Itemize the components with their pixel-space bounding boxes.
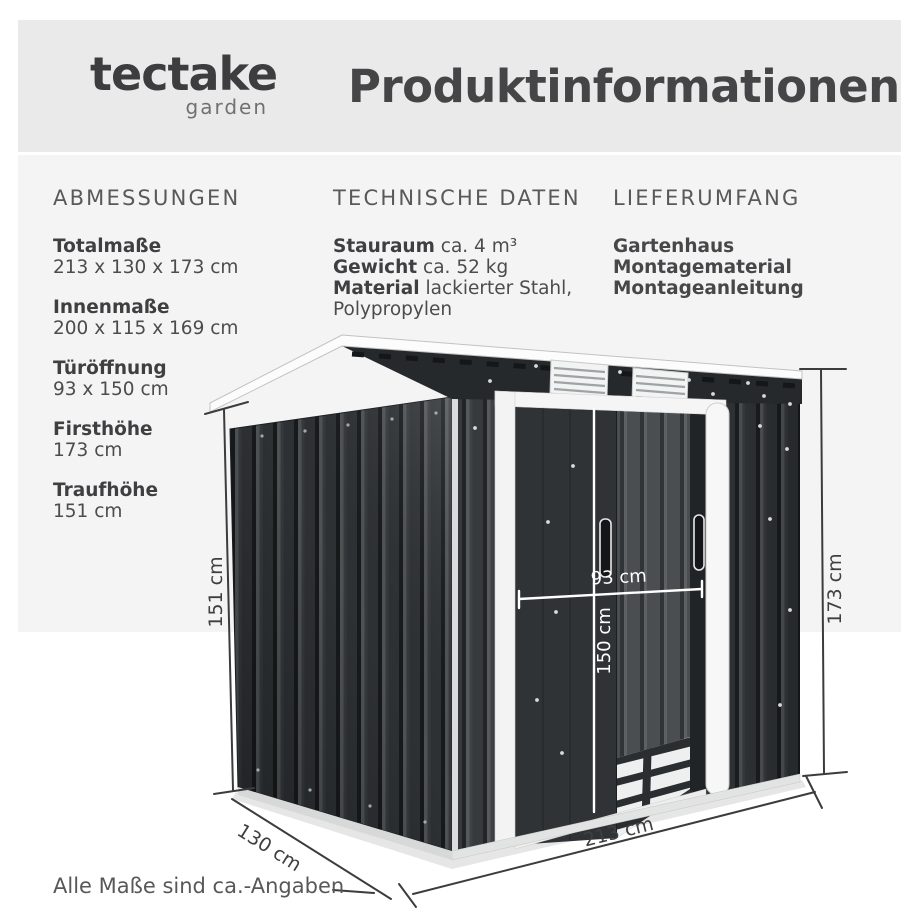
column-heading-technische-daten: TECHNISCHE DATEN xyxy=(333,186,581,210)
spec-value: 93 x 150 cm xyxy=(53,379,169,400)
dimension-label-firsthoehe: 173 cm xyxy=(824,553,846,625)
corner-trim xyxy=(452,396,458,852)
dimension-label-tuer-hoehe: 150 cm xyxy=(594,607,615,675)
spec-label: Traufhöhe xyxy=(53,480,159,501)
delivery-item: Montageanleitung xyxy=(613,278,804,299)
spec-value: 173 cm xyxy=(53,440,123,461)
tech-label: Material xyxy=(333,278,420,299)
page-title: Produktinformationen xyxy=(348,60,900,113)
shed-left-wall xyxy=(230,397,452,851)
footer-note: Alle Maße sind ca.-Angaben xyxy=(53,874,345,898)
door-frame-left-jamb xyxy=(495,391,515,849)
tech-value: ca. 4 m³ xyxy=(440,236,518,257)
tech-label: Stauraum xyxy=(333,236,435,257)
tech-label: Gewicht xyxy=(333,257,418,278)
dimension-label-breite: 213 cm xyxy=(581,812,656,852)
spec-label: Innenmaße xyxy=(53,297,170,318)
tech-value: ca. 52 kg xyxy=(423,257,509,278)
spec-label: Totalmaße xyxy=(53,236,162,257)
column-heading-lieferumfang: LIEFERUMFANG xyxy=(613,186,801,210)
spec-label: Türöffnung xyxy=(53,358,167,379)
spec-value: 200 x 115 x 169 cm xyxy=(53,318,239,339)
dimension-label-tiefe: 130 cm xyxy=(233,819,306,877)
column-heading-abmessungen: ABMESSUNGEN xyxy=(53,186,241,210)
spec-value: 213 x 130 x 173 cm xyxy=(53,257,239,278)
brand-name: tectake xyxy=(90,47,278,101)
dimension-label-traufhoehe: 151 cm xyxy=(205,556,227,628)
spec-label: Firsthöhe xyxy=(53,419,153,440)
spec-value: 151 cm xyxy=(53,501,123,522)
open-door-edge xyxy=(706,403,729,795)
door-handle xyxy=(694,515,704,570)
brand-subtitle: garden xyxy=(185,95,268,120)
dimension-label-tuer-breite: 93 cm xyxy=(590,565,648,590)
tech-value: lackierter Stahl, Polypropylen xyxy=(333,278,573,320)
door-track xyxy=(690,413,707,793)
delivery-item: Gartenhaus xyxy=(613,236,735,257)
delivery-item: Montagematerial xyxy=(613,257,792,278)
vent-grille xyxy=(550,360,608,398)
